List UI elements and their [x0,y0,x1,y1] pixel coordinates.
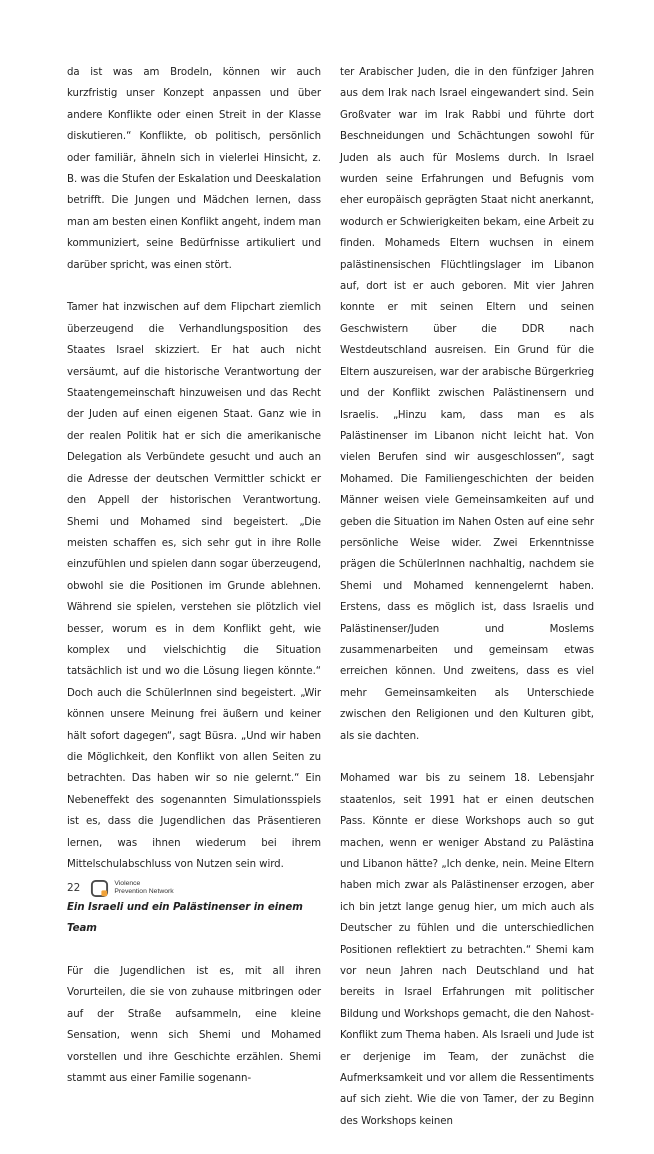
paragraph: Tamer hat inzwischen auf dem Flipchart ziemlich überzeugend die Verhandlungsposition des Staates Israel skizziert. Er hat auch nicht versäumt, auf die historische Verantwortung der Staatengemeinschaft hinzuweisen und das Recht der Juden auf einen eigenen Staat. Ganz wie in der realen Politik hat er sich die amerikanische Delegation als Verbündete gesucht und auch an die Adresse der deutschen Vermittler schickt er den Appell der historischen Verantwortung. Shemi und Mohamed sind begeistert. „Die meisten schaffen es, sich sehr gut in ihre Rolle einzufühlen und spielen dann sogar überzeugend, obwohl sie die Positionen im Grunde ablehnen. Während sie spielen, verstehen sie plötzlich viel besser, worum es in dem Konflikt geht, wie komplex und vielschichtig die Situation tatsächlich ist und wo die Lösung liegen könnte.“ Doch auch die SchülerInnen sind begeistert. „Wir können unsere Meinung frei äußern und keiner hält sofort dagegen“, sagt Büsra. „Und wir haben die Möglichkeit, den Konflikt von allen Seiten zu betrachten. Das haben wir so nie gelernt.“ Ein Nebeneffekt des sogenannten Simulationsspiels ist es, dass die Jugendlichen das Präsentieren lernen, was ihnen wiederum bei ihrem Mittelschulabschluss von Nutzen sein wird. [67,302,321,871]
paragraph: da ist was am Brodeln, können wir auch kurzfristig unser Konzept anpassen und über andere Konflikte oder einen Streit in der Klasse diskutieren.“ Konflikte, ob politisch, persönlich oder familiär, ähneln sich in vielerlei Hinsicht, z. B. was die Stufen der Eskalation und Deeskalation betrifft. Die Jungen und Mädchen lernen, dass man am besten einen Konflikt angeht, indem man kommuniziert, seine Bedürfnisse artikuliert und darüber spricht, was einen stört. [67,67,321,271]
paragraph: Mohamed war bis zu seinem 18. Lebensjahr staatenlos, seit 1991 hat er einen deutschen Pass. Könnte er diese Workshops auch so gut machen, wenn er weniger Abstand zu Palästina und Libanon hätte? „Ich denke, nein. Meine Eltern haben mich zwar als Palästinenser erzogen, aber ich bin jetzt lange genug hier, um mich auch als Deutscher zu fühlen und die unterschiedlichen Positionen reflektiert zu betrachten.“ Shemi kam vor neun Jahren nach Deutschland und hat bereits in Israel Erfahrungen mit politischer Bildung und Workshops gemacht, die den Nahost-Konflikt zum Thema haben. Als Israeli und Jude ist er derjenige im Team, der zunächst die Aufmerksamkeit und vor allem die Ressentiments auf sich zieht. Wie die von Tamer, der zu Beginn des Workshops keinen [340,773,594,1127]
paragraph: ter Arabischer Juden, die in den fünfziger Jahren aus dem Irak nach Israel eingewandert sind. Sein Großvater war im Irak Rabbi und führte dort Beschneidungen und Schächtungen sowohl für Juden als auch für Moslems durch. In Israel wurden seine Erfahrungen und Befugnis vom eher europäisch geprägten Staat nicht anerkannt, wodurch er Schwierigkeiten bekam, eine Arbeit zu finden. Mohameds Eltern wuchsen in einem palästinensischen Flüchtlingslager im Libanon auf, dort ist er auch geboren. Mit vier Jahren konnte er mit seinen Eltern und seinen Geschwistern über die DDR nach Westdeutschland ausreisen. Ein Grund für die Eltern auszureisen, war der arabische Bürgerkrieg und der Konflikt zwischen Palästinensern und Israelis. „Hinzu kam, dass man es als Palästinenser im Libanon nicht leicht hat. Von vielen Berufen sind wir ausgeschlossen“, sagt Mohamed. Die Familiengeschichten der beiden Männer weisen viele Gemeinsamkeiten auf und geben die Situation im Nahen Osten auf eine sehr persönliche Weise wider. Zwei Erkenntnisse prägen die SchülerInnen nachhaltig, nachdem sie Shemi und Mohamed kennengelernt haben. Erstens, dass es möglich ist, dass Israelis und Palästinenser/Juden und Moslems zusammenarbeiten und gemeinsam etwas erreichen können. Und zweitens, dass es viel mehr Gemeinsamkeiten als Unterschiede zwischen den Religionen und den Kulturen gibt, als sie dachten. [340,67,594,742]
page-number: 22 [67,882,81,894]
right-column [340,62,594,1154]
logo-text-line2: Prevention Network [114,888,174,895]
organization-logo [90,879,173,898]
vpn-logo-icon [90,879,109,898]
page-footer [67,876,174,900]
left-column [67,62,321,1111]
section-heading: Ein Israeli und ein Palästinenser in einem Team [67,901,303,935]
logo-text-line1: Violence [114,880,141,887]
paragraph: Für die Jugendlichen ist es, mit all ihren Vorurteilen, die sie von zuhause mitbringen oder auf der Straße aufsammeln, eine kleine Sensation, wenn sich Shemi und Mohamed vorstellen und ihre Geschichte erzählen. Shemi stammt aus einer Familie sogenann- [67,966,321,1085]
